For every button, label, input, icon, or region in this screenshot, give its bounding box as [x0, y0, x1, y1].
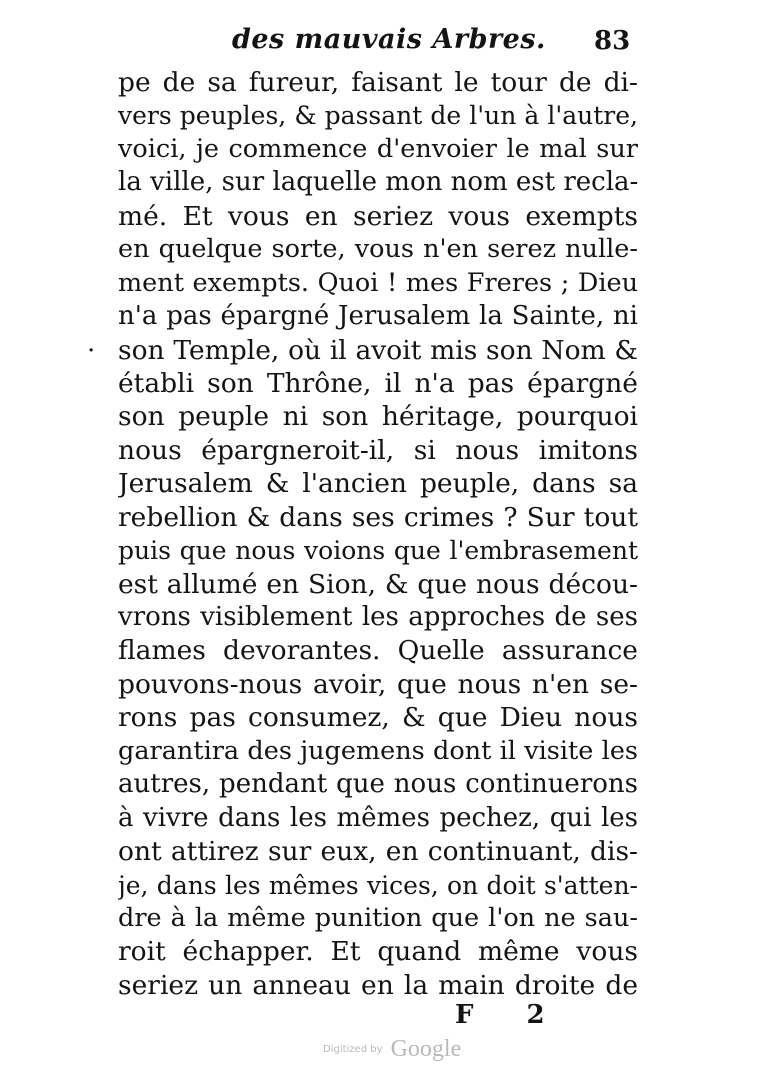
text-line: pouvons-nous avoir, que nous n'en se- — [118, 668, 638, 700]
text-line: vrons visiblement les approches de ses — [118, 602, 638, 632]
text-line: je, dans les mêmes vices, on doit s'atten- — [118, 870, 638, 900]
text-line: Jerusalem & l'ancien peuple, dans sa — [118, 468, 638, 500]
text-line: ont attirez sur eux, en continuant, dis- — [118, 836, 638, 868]
text-line: garantira des jugemens dont il visite les — [118, 735, 638, 766]
text-line: puis que nous voions que l'embrasement — [118, 536, 638, 566]
text-line: à vivre dans les mêmes pechez, qui les — [118, 802, 638, 833]
text-line: nous épargneroit-il, si nous imitons — [118, 434, 638, 466]
text-line: rebellion & dans ses crimes ? Sur tout — [118, 501, 638, 533]
text-line: rons pas consumez, & que Dieu nous — [118, 702, 638, 734]
digitized-by-text: Digitized by — [323, 1044, 383, 1055]
text-line: son Temple, où il avoit mis son Nom & — [118, 334, 638, 366]
text-line: vers peuples, & passant de l'un à l'autre, — [118, 101, 638, 131]
text-line: la ville, sur laquelle mon nom est recla- — [118, 167, 638, 198]
text-line: dre à la même punition que l'on ne sau- — [118, 902, 638, 933]
text-line: est allumé en Sion, & que nous décou- — [118, 568, 638, 600]
signature-mark: F 2 — [455, 1000, 567, 1030]
page-number: 83 — [594, 26, 631, 56]
margin-mark: · — [88, 340, 95, 361]
text-line: roit échapper. Et quand même vous — [118, 936, 638, 968]
text-line: en quelque sorte, vous n'en serez nulle- — [118, 234, 638, 265]
text-line: ment exempts. Quoi ! mes Freres ; Dieu — [118, 267, 638, 298]
text-line: seriez un anneau en la main droite de — [118, 969, 638, 1001]
text-line: établi son Thrône, il n'a pas épargné — [118, 367, 638, 399]
text-line: son peuple ni son héritage, pourquoi — [118, 401, 638, 433]
text-line: voici, je commence d'envoier le mal sur — [118, 133, 638, 164]
running-title: des mauvais Arbres. — [232, 24, 546, 55]
text-line: pe de sa fureur, faisant le tour de di- — [118, 67, 638, 98]
text-line: n'a pas épargné Jerusalem la Sainte, ni — [118, 301, 638, 332]
google-logo: Google — [390, 1036, 462, 1062]
text-line: autres, pendant que nous continuerons — [118, 769, 638, 800]
body-text — [118, 66, 638, 1002]
text-line: flames devorantes. Quelle assurance — [118, 635, 638, 667]
text-line: mé. Et vous en seriez vous exempts — [118, 200, 638, 232]
digitized-watermark — [323, 1036, 461, 1063]
